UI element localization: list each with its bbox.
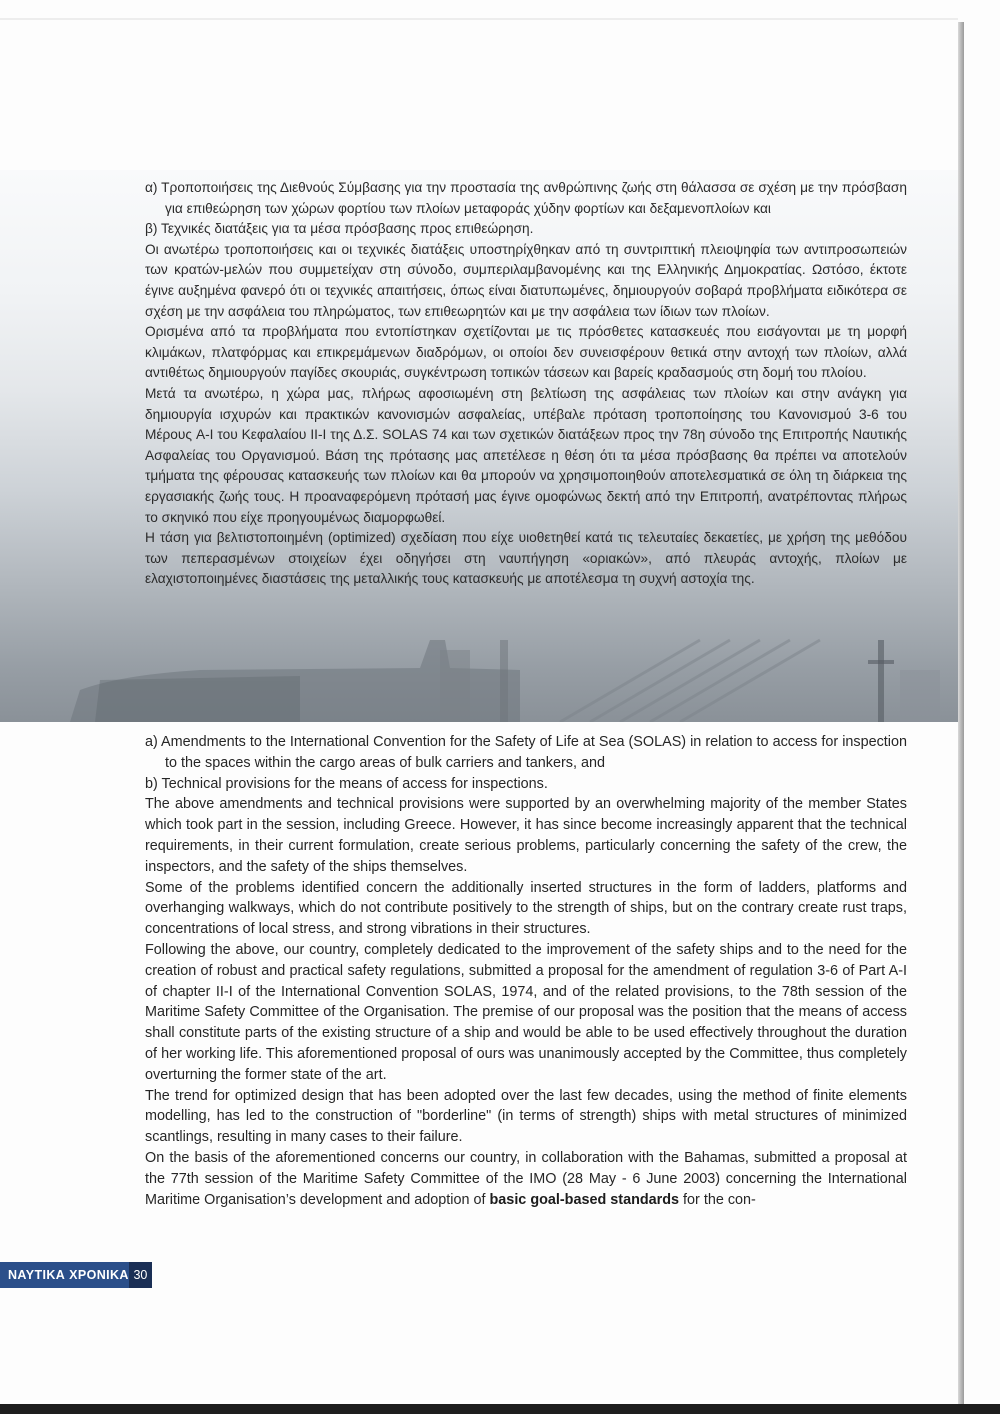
greek-paragraph: Ορισμένα από τα προβλήματα που εντοπίστηκαν σχετίζονται με τις πρόσθετες κατασκευές που εισάγονται με τη μορφή κλιμάκων, πλατφόρμας και επικρεμάμενων διαδρόμων, οι οποίοι δεν συνεισφέρουν θετικά στην αντοχή των πλοίων, αλλά αντιθέτως δημιουργούν παγίδες σκουριάς, συγκέντρωση τοπικών τάσεων και βαρείς κραδασμούς στη δομή του πλοίου. [145,324,907,381]
english-list-item-a: a) Amendments to the International Convention for the Safety of Life at Sea (SOLAS) in relation to access for inspection to the spaces within the cargo areas of bulk carriers and tankers, and [145,734,907,771]
page-footer-tab [0,1262,152,1288]
english-paragraph-text: On the basis of the aforementioned concerns our country, in collaboration with the Bahamas, submitted a proposal at the 77th session of the Maritime Safety Committee of the IMO (28 May - 6 June 2003) concerning the International Maritime Organisation’s development and adoption of [145,1149,907,1208]
greek-list-item-b: β) Τεχνικές διατάξεις για τα μέσα πρόσβασης προς επιθεώρηση. [145,221,534,237]
page-top-edge [0,18,958,20]
english-paragraph: The above amendments and technical provisions were supported by an overwhelming majority of the member States which took part in the session, including Greece. However, it has since become increasingly apparent that the technical requirements, in their current formulation, create serious problems, particularly concerning the safety of the crew, the inspectors, and the safety of the ships themselves. [145,796,907,875]
english-article-text [145,732,907,1210]
magazine-title: ΝΑΥΤΙΚΑ ΧΡΟΝΙΚΑ [8,1268,129,1282]
page-number: 30 [129,1262,152,1288]
page-bottom-edge [0,1404,1000,1414]
page-right-edge-shadow [958,22,964,1407]
greek-article-text [145,178,907,590]
greek-paragraph: Μετά τα ανωτέρω, η χώρα μας, πλήρως αφοσιωμένη στη βελτίωση της ασφάλειας των πλοίων και στην ανάγκη για δημιουργία ισχυρών και πρακτικών κανονισμών ασφαλείας, υπέβαλε πρόταση τροποποίησης του Κανονισμού 3-6 του Μέρους A-I του Κεφαλαίου II-I της Δ.Σ. SOLAS 74 και των σχετικών διατάξεων προς την 78η σύνοδο της Επιτροπής Ναυτικής Ασφαλείας του Οργανισμού. Βάση της πρότασης μας απετέλεσε η θέση ότι τα μέσα πρόσβασης θα πρέπει να αποτελούν τμήματα της φέρουσας κατασκευής των πλοίων και θα μπορούν να χρησιμοποιηθούν αποτελεσματικά σε όλη τη διάρκεια της εργασιακής ζωής τους. Η προαναφερόμενη πρότασή μας έγινε ομοφώνως δεκτή από την Επιτροπή, ανατρέποντας πλήρως το σκηνικό που είχε προηγουμένως διαμορφωθεί. [145,385,907,525]
english-paragraph [145,1148,907,1210]
english-paragraph: Following the above, our country, completely dedicated to the improvement of the safety ships and to the need for the creation of robust and practical safety regulations, submitted a proposal for the amendment of regulation 3-6 of Part A-I of chapter II-I of the International Convention SOLAS, 1974, and of the related provisions, to the 78th session of the Maritime Safety Committee of the Organisation. The premise of our proposal was the position that the means of access shall constitute parts of the existing structure of a ship and would be able to be used effectively throughout the duration of her working life. This aforementioned proposal of ours was unanimously accepted by the Committee, thus completely overturning the former state of the art. [145,941,907,1083]
english-paragraph: Some of the problems identified concern the additionally inserted structures in the form of ladders, platforms and overhanging walkways, which do not contribute positively to the strength of ships, but on the contrary create rust traps, concentrations of local stress, and strong vibrations in their structures. [145,879,907,938]
greek-paragraph: Οι ανωτέρω τροποποιήσεις και οι τεχνικές διατάξεις υποστηρίχθηκαν από τη συντριπτική πλειοψηφία των αντιπροσωπειών των κρατών-μελών που συμμετείχαν στη σύνοδο, συμπεριλαμβανομένης και της Ελληνικής Δημοκρατίας. Ωστόσο, έκτοτε έγινε αυξημένα φανερό ότι οι τεχνικές απαιτήσεις, όπως είναι διατυπωμένες, δημιουργούν σοβαρά προβλήματα ειδικότερα σε σχέση με την ασφάλεια του πληρώματος, των επιθεωρητών και με την ασφάλεια των ίδιων των πλοίων. [145,241,907,319]
greek-paragraph: Η τάση για βελτιστοποιημένη (optimized) σχεδίαση που είχε υιοθετηθεί κατά τις τελευταίες δεκαετίες, με χρήση της μεθόδου των πεπερασμένων στοιχείων έχει οδηγήσει στη ναυπήγηση «οριακών», από πλευράς αντοχής, πλοίων με ελαχιστοποιημένες διαστάσεις της μεταλλικής τους κατασκευής με αποτέλεσμα τη συχνή αστοχία της. [145,530,907,587]
english-list-item-b: b) Technical provisions for the means of access for inspections. [145,775,548,792]
english-paragraph: The trend for optimized design that has been adopted over the last few decades, using the method of finite elements modelling, has led to the construction of "borderline" (in terms of strength) ships with metal structures of minimized scantlings, resulting in many cases to their failure. [145,1087,907,1146]
emphasized-term: basic goal-based standards [489,1191,680,1208]
greek-list-item-a: α) Τροποποιήσεις της Διεθνούς Σύμβασης για την προστασία της ανθρώπινης ζωής στη θάλασσα σε σχέση με την πρόσβαση για επιθεώρηση των χώρων φορτίου των πλοίων μεταφοράς χύδην φορτίων και δεξαμενοπλοίων και [145,180,907,216]
english-paragraph-text: for the con- [679,1191,756,1208]
